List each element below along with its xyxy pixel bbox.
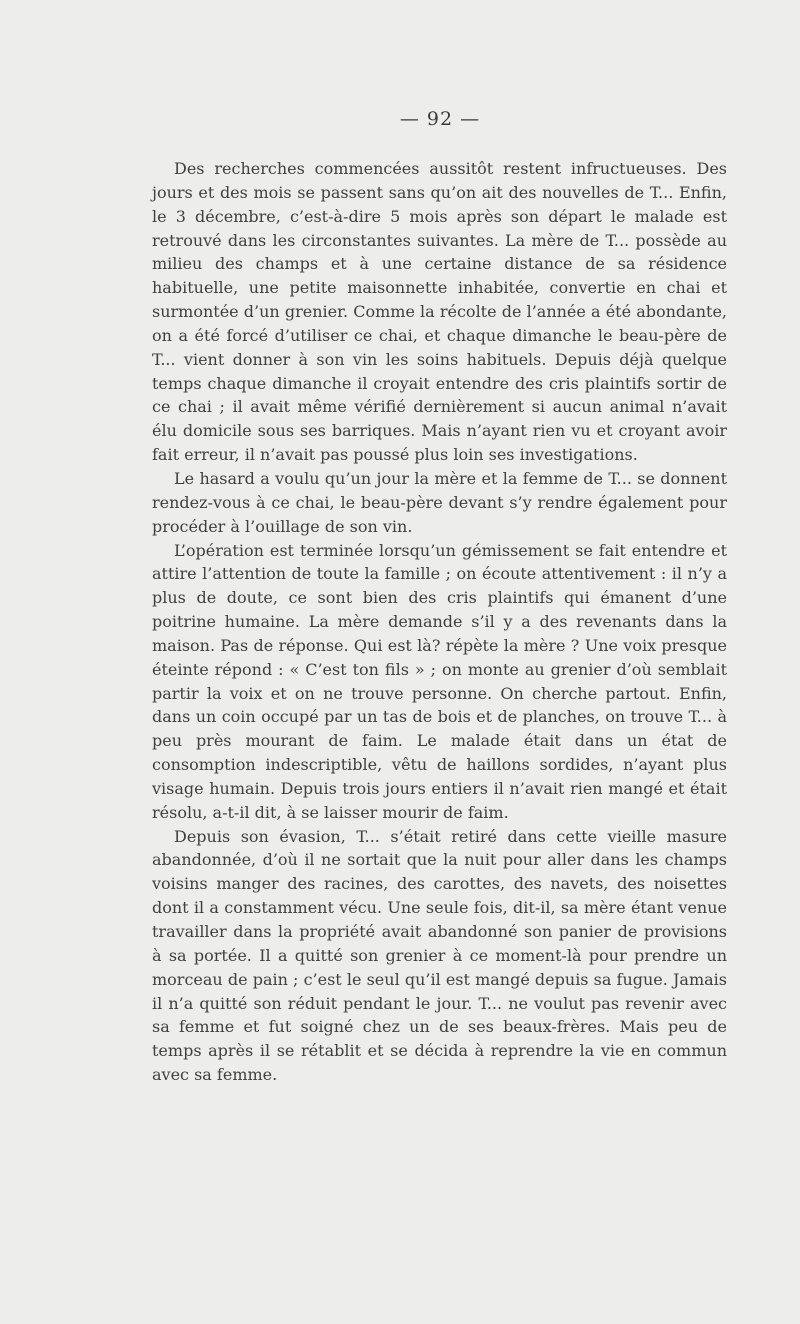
page-number: — 92 — [399, 108, 481, 130]
paragraph-3: L’opération est terminée lorsqu’un gémissement se fait entendre et attire l’attention de toute la famille ; on écoute attentivement : il n’y a plus de doute, ce sont bien des cris plaintifs qui émanent d’une poitrine humaine. La mère demande s’il y a des revenants dans la maison. Pas de réponse. Qui est là? répète la mère ? Une voix presque éteinte répond : « C’est ton fils » ; on monte au grenier d’où semblait partir la voix et on ne trouve personne. On cherche partout. Enfin, dans un coin occupé par un tas de bois et de planches, on trouve T... à peu près mourant de faim. Le malade était dans un état de consomption indescriptible, vêtu de haillons sordides, n’ayant plus visage humain. Depuis trois jours entiers il n’avait rien mangé et était résolu, a-t-il dit, à se laisser mourir de faim. [152, 540, 727, 822]
body-text [152, 157, 727, 1087]
paragraph-1: Des recherches commencées aussitôt restent infructueuses. Des jours et des mois se passent sans qu’on ait des nouvelles de T... Enfin, le 3 décembre, c’est-à-dire 5 mois après son départ le malade est retrouvé dans les circonstantes suivantes. La mère de T... possède au milieu des champs et à une certaine distance de sa résidence habituelle, une petite maisonnette inhabitée, convertie en chai et surmontée d’un grenier. Comme la récolte de l’année a été abondante, on a été forcé d’utiliser ce chai, et chaque dimanche le beau-père de T... vient donner à son vin les soins habituels. Depuis déjà quelque temps chaque dimanche il croyait entendre des cris plaintifs sortir de ce chai ; il avait même vérifié dernièrement si aucun animal n’avait élu domicile sous ses barriques. Mais n’ayant rien vu et croyant avoir fait erreur, il n’avait pas poussé plus loin ses investigations. [152, 159, 727, 465]
paragraph-2: Le hasard a voulu qu’un jour la mère et la femme de T... se donnent rendez-vous à ce chai, le beau-père devant s’y rendre également pour procéder à l’ouillage de son vin. [152, 468, 727, 536]
paragraph-4: Depuis son évasion, T... s’était retiré dans cette vieille masure abandonnée, d’où il ne sortait que la nuit pour aller dans les champs voisins manger des racines, des carottes, des navets, des noisettes dont il a constamment vécu. Une seule fois, dit-il, sa mère étant venue travailler dans la propriété avait abandonné son panier de provisions à sa portée. Il a quitté son grenier à ce moment-là pour prendre un morceau de pain ; c’est le seul qu’il est mangé depuis sa fugue. Jamais il n’a quitté son réduit pendant le jour. T... ne voulut pas revenir avec sa femme et fut soigné chez un de ses beaux-frères. Mais peu de temps après il se rétablit et se décida à reprendre la vie en commun avec sa femme. [152, 826, 727, 1085]
